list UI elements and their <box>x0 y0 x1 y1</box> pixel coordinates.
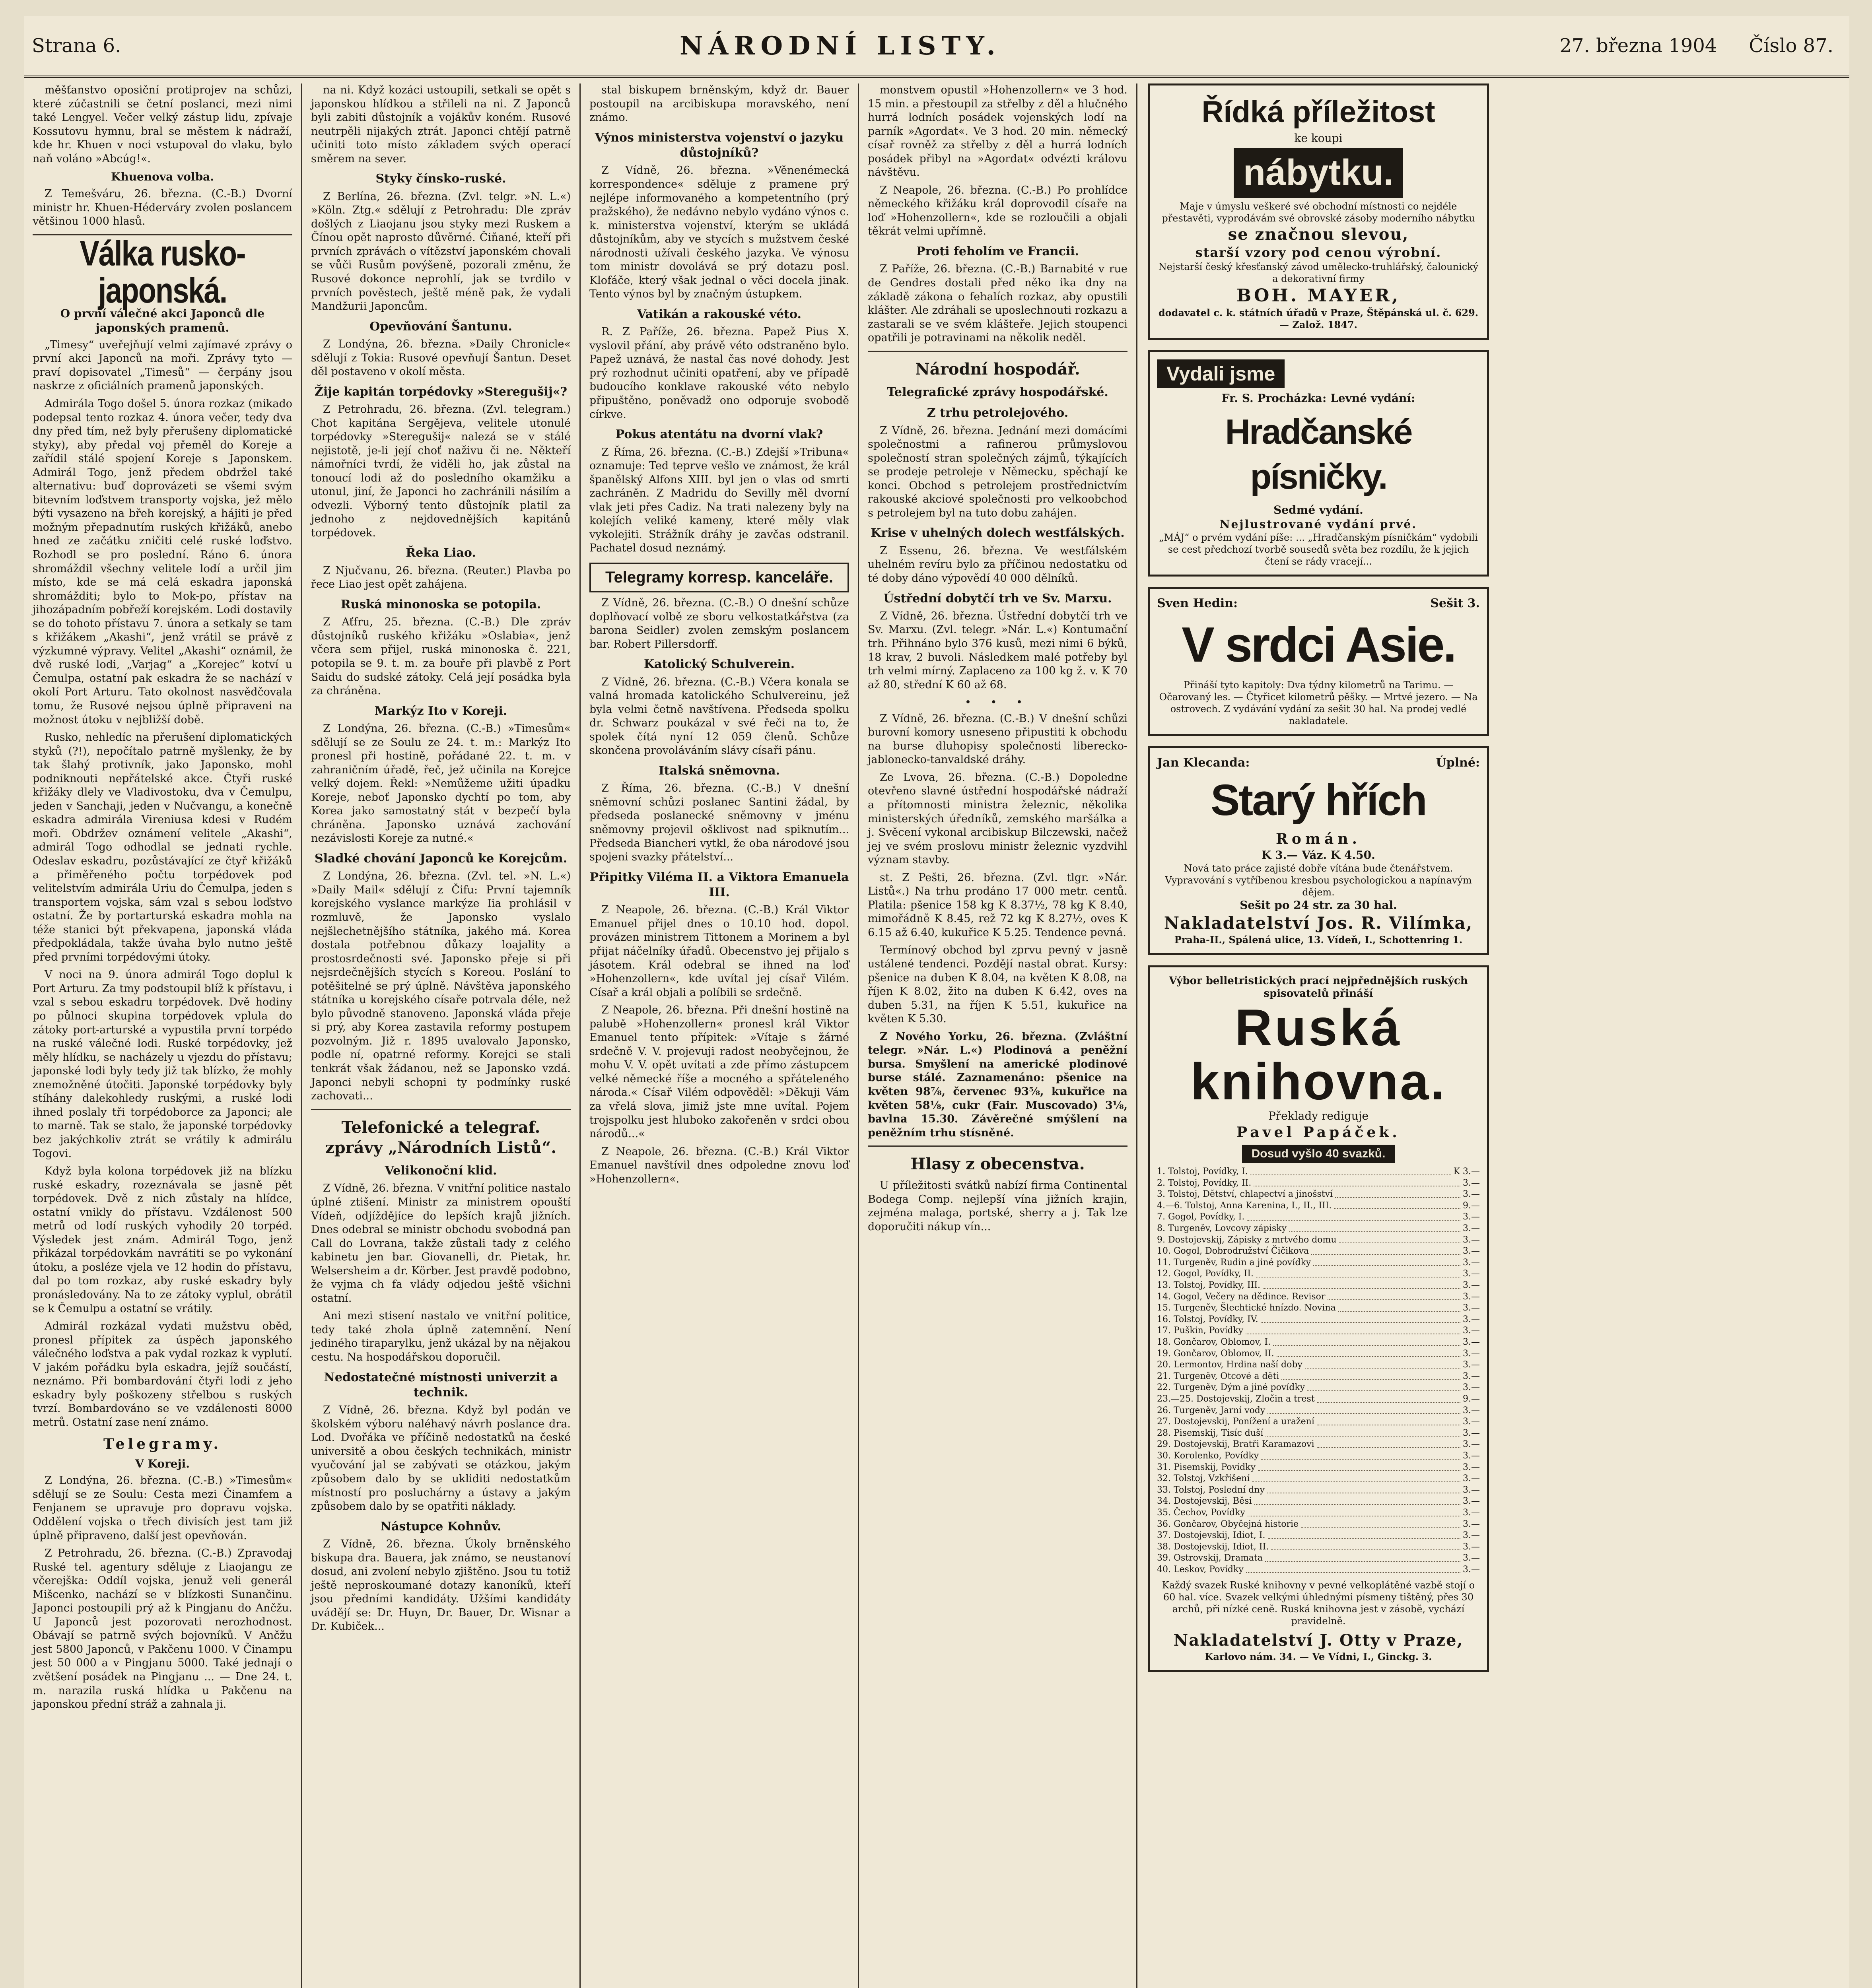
book-title: 10. Gogol, Dobrodružství Čičikova <box>1157 1246 1309 1256</box>
article-heading: Výnos ministerstva vojenství o jazyku důstojníků? <box>595 130 844 160</box>
divider <box>868 351 1127 352</box>
book-list-item <box>1157 1200 1480 1212</box>
ad-editor: Pavel Papáček. <box>1236 1124 1400 1141</box>
book-list-item <box>1157 1337 1480 1348</box>
ad-big-title: V srdci Asie. <box>1182 617 1455 673</box>
article-heading: Velikonoční klid. <box>385 1164 497 1178</box>
ad-author: Sven Hedin: <box>1157 596 1238 611</box>
book-title: 4.—6. Tolstoj, Anna Karenina, I., II., III. <box>1157 1200 1332 1211</box>
paragraph: stal biskupem brněnským, když dr. Bauer postoupil na arcibiskupa moravského, není známo. <box>589 84 849 124</box>
book-list-item <box>1157 1291 1480 1303</box>
book-list-item <box>1157 1428 1480 1439</box>
article-heading: Katolický Schulverein. <box>643 657 795 672</box>
book-price: 3.— <box>1463 1439 1480 1450</box>
book-title: 21. Turgeněv, Otcové a děti <box>1157 1371 1279 1381</box>
article-heading: Telegrafické zprávy hospodářské. <box>887 385 1108 399</box>
book-list-item <box>1157 1348 1480 1360</box>
book-list-item <box>1157 1235 1480 1246</box>
book-price: 9.— <box>1463 1200 1480 1211</box>
book-list-item <box>1157 1496 1480 1507</box>
book-title: 9. Dostojevskij, Zápisky z mrtvého domu <box>1157 1235 1337 1245</box>
newspaper-page <box>24 16 1849 1988</box>
ad-songs <box>1148 350 1489 577</box>
paragraph: Z Vídně, 26. března. »Věnenémecká korrespondence« sděluje z pramene prý nejlépe informovaného a kompetentního (prý pražského), že nedávno nebylo vydáno výnos c. k. ministerstva vojenství, kterým se ukládá důstojníkům, aby ve stycích s mužstvem české národnosti užívali českého jazyka. Ve výnosu tom ministr dovolává se prý dotazu posl. Klofáče, který však jednal o věci docela jinak. Tento výnos byl by značným ústupkem. <box>589 164 849 301</box>
paragraph: Z Neapole, 26. března. (C.-B.) Král Viktor Emanuel navštívil dnes odpoledne znovu loď »Hohenzollern«. <box>589 1145 849 1185</box>
book-list-item <box>1157 1314 1480 1326</box>
paragraph: měšťanstvo oposiční protiprojev na schůzi, které zúčastnili se četní poslanci, mezi nimi také Lengyel. Večer velký zástup lidu, zpívaje Kossutovu hymnu, bral se městem k nádraží, kde hr. Khuen v noci vstupoval do vlaku, bylo naň voláno »Abcúg!«. <box>33 84 292 165</box>
paragraph: Z Říma, 26. března. (C.-B.) Zdejší »Tribuna« oznamuje: Ted teprve vešlo ve známost, že král španělský Alfons XIII. byl jen o vlas od smrti zachráněn. Z Madridu do Sevilly měl dvorní vlak jeti přes Cadiz. Na trati nalezeny byly na kolejích veliké kameny, které měly vlak vykolejiti. Strážník dráhy je zavčas odstranil. Pachatel dosud neznámý. <box>589 446 849 555</box>
book-title: 38. Dostojevskij, Idiot, II. <box>1157 1541 1269 1552</box>
book-list-item <box>1157 1439 1480 1450</box>
book-list-item <box>1157 1519 1480 1530</box>
book-title: 37. Dostojevskij, Idiot, I. <box>1157 1530 1265 1541</box>
book-list-item <box>1157 1394 1480 1405</box>
book-list-item <box>1157 1246 1480 1257</box>
ad-address: dodavatel c. k. státních úřadů v Praze, Štěpánská ul. č. 629. — Založ. 1847. <box>1158 307 1479 331</box>
paragraph: monstvem opustil »Hohenzollern« ve 3 hod. 15 min. a přestoupil za střelby z děl a hlučného hurrá lodních posádek vojenských lodí na parník »Agordat«. Ve 3 hod. 20 min. německý císař rovněž za střelby z děl a hurrá lodních posádek přibyl na »Agordat« odvézti královu návštěvu. <box>868 84 1127 179</box>
book-list-item <box>1157 1405 1480 1417</box>
paragraph: Z Vídně, 26. března. (C.-B.) O dnešní schůze doplňovací volbě ze sboru velkostatkářstva (za barona Seidler) zvolen zemským poslancem bar. Robert Pillersdorff. <box>589 597 849 650</box>
book-list-item <box>1157 1485 1480 1496</box>
book-price: 3.— <box>1463 1178 1480 1188</box>
article-heading: Žije kapitán torpédovky »Steregušij«? <box>314 384 568 399</box>
section-title: Národní hospodář. <box>915 359 1080 379</box>
dot-leader <box>1265 1553 1460 1562</box>
ad-text: Maje v úmyslu veškeré své obchodní místnosti co nejdéle přestavěti, vyprodávám své obrovské zásoby moderního nábytku <box>1162 200 1475 224</box>
ad-subscription: Sešit po 24 str. za 30 hal. <box>1240 899 1397 912</box>
dot-leader <box>1317 1394 1460 1403</box>
section-title: Telefonické a telegraf. zprávy „Národních Listů“. <box>325 1118 557 1157</box>
paragraph: Z Londýna, 26. března. »Daily Chronicle« sdělují z Tokia: Rusové opevňují Šantun. Deset děl postaveno v okolí města. <box>311 338 571 378</box>
ad-text: „MÁJ“ o prvém vydání píše: ... „Hradčanským písničkám“ vydobili se cest předchozí tvorbě sousedů světa bez rozdílu, že k jejich čtení se rády vracejí... <box>1159 532 1478 567</box>
column-1 <box>24 83 302 1988</box>
dot-leader <box>1311 1246 1460 1255</box>
paragraph: Z Vídně, 26. března. Ústřední dobytčí trh ve Sv. Marxu. (Zvl. telegr. »Nár. L.«) Kontumační trh. Přihnáno bylo 376 kusů, mezi nimi 6 býků, 18 krav, 2 buvoli. Následkem malé potřeby byl trh velmi mírný. Zaplaceno za 100 kg ž. v. K 70 až 80, střední K 60 až 68. <box>868 610 1127 691</box>
dot-leader <box>1261 1450 1460 1460</box>
ad-address: Praha-II., Spálená ulice, 13. Vídeň, I., Schottenring 1. <box>1174 934 1463 945</box>
book-list-item <box>1157 1189 1480 1200</box>
book-list-item <box>1157 1371 1480 1382</box>
war-subtitle: O první válečné akci Japonců dle japonských pramenů. <box>60 307 265 334</box>
paragraph: Z Aťfru, 25. března. (C.-B.) Dle zpráv důstojníků ruského křižáku »Oslabia«, jenž včera sem přijel, ruská minonoska č. 221, potopila se 9. t. m. za bouře při plavbě z Port Saidu do sudské zátoky. Celá její posádka byla za chráněna. <box>311 616 571 697</box>
dot-leader <box>1254 1496 1461 1505</box>
ad-head: Výbor belletristických prací nejpřednějších ruských spisovatelů přináší <box>1169 975 1468 1000</box>
book-title: 2. Tolstoj, Povídky, II. <box>1157 1178 1252 1188</box>
article-heading: Ruská minonoska se potopila. <box>340 597 541 612</box>
column-3 <box>581 83 859 1988</box>
book-price: 3.— <box>1463 1223 1480 1234</box>
book-list-item <box>1157 1553 1480 1564</box>
paragraph: st. Z Pešti, 26. března. (Zvl. tlgr. »Nár. Listů«.) Na trhu prodáno 17 000 metr. centů. Platila: pšenice 158 kg K 8.37½, 78 kg K 8.40, mimořádně K 8.45, rež 72 kg K 8.27½, oves K 6.15 až 6.40, kukuřice K 5.25. Tendence pevná. <box>868 871 1127 939</box>
article-heading: Nástupce Kohnův. <box>380 1519 502 1534</box>
paragraph: Z Vídně, 26. března. Jednání mezi domácími společnostmi a rafinerou průmyslovou společností stran společných zájmů, týkajících se prodeje petroleje v Německu, spěchají ke konci. Obchod s petrolejem prostřednictvím rakouské akciové společnosti pro velkoobchod s petrolejem byl na tuto dobu zahájen. <box>868 424 1127 519</box>
ad-russian-library <box>1148 965 1489 1672</box>
paragraph: V noci na 9. února admirál Togo doplul k Port Arturu. Za tmy podstoupil blíž k přístavu, i vzal s sebou eskadru torpédovek. Dvě hodiny po půlnoci skupina torpédovek vplula do zátoky port-arturské a vypustila první torpédo na ruské válečné lodi. Ruské torpédovky, jež měly hlídku, se nacházely u vjezdu do přístavu; japonské lodi byly tedy již tak blízko, že mohly znemožněné útočiti. Japonské torpédovky byly stíhány dalekohledy ruskými, a ruské lodi ihned poslaly tři torpédoborce za Japonci; ale to marně. Tak se stalo, že japonské torpédovky bez jakýchkoliv ztrát se vrátily k admirálu Togovi. <box>33 969 292 1160</box>
book-title: 20. Lermontov, Hrdina naší doby <box>1157 1360 1302 1370</box>
ad-genre: Román. <box>1275 831 1361 848</box>
paragraph: Z Vídně, 26. března. Úkoly brněnského biskupa dra. Bauera, jak známo, se neustanoví dosud, ani zvolení nebylo zjištěno. Jsou tu totiž ještě neproskoumané dotazy kanoníků, kteří jsou předními kandidáty. Užšími kandidáty uvádějí se: Dr. Huyn, Dr. Bauer, Dr. Wisnar a Dr. Kubiček... <box>311 1538 571 1633</box>
dot-leader <box>1246 1564 1460 1573</box>
dot-leader <box>1317 1416 1460 1425</box>
dot-leader <box>1268 1530 1460 1539</box>
dot-leader <box>1334 1200 1460 1209</box>
article-heading: Nedostatečné místnosti univerzit a technik. <box>324 1370 558 1400</box>
book-title: 13. Tolstoj, Povídky, III. <box>1157 1280 1261 1291</box>
ad-part: Sešit 3. <box>1430 596 1480 611</box>
article-heading: Připitky Viléma II. a Viktora Emanuela III. <box>589 870 849 899</box>
book-price: 9.— <box>1463 1394 1480 1404</box>
book-title: 18. Gončarov, Oblomov, I. <box>1157 1337 1271 1347</box>
book-price: 3.— <box>1463 1257 1480 1268</box>
paragraph: Admirál rozkázal vydati mužstvu oběd, pronesl přípitek za úspěch japonského válečného loďstva a pak vydal rozkaz k vyplutí. V jakém pořádku byla eskadra, jejíž součástí, neznámo. Při bombardování čtyři lodi z jeho eskadry byly poškozeny střelbou s ruských tvrzí. Bombardováno se ve vzdálenosti 8000 metrů. Ostatní zase není známo. <box>33 1320 292 1429</box>
page-number: Strana 6. <box>32 35 121 57</box>
article-heading: Sladké chování Japonců ke Korejcům. <box>314 851 568 866</box>
paragraph: Z Petrohradu, 26. března. (C.-B.) Zpravodaj Ruské tel. agentury sděluje z Liaojangu ze včerejška: Oddíl vojska, jenuž veli generál Mišcenko, nachází se v blízkosti Sunančinu. Japonci postoupili prý až k Pingjanu do Ančžu. U Japonců jest pozorovati nerozhodnost. Obávají se patrně svých bojovníků. V Ančžu jest 5800 Japonců, v Pakčenu 1000. V Činampu jest 50 000 a v Pingjanu 5000. Také jednají o zvětšení posádek na Pingjanu ... — Dne 24. t. m. narazila ruská hlídka u Pakčenu na japonskou přední stráž a zahnala ji. <box>33 1547 292 1711</box>
book-list-item <box>1157 1303 1480 1314</box>
paragraph: Z Neapole, 26. března. (C.-B.) Král Viktor Emanuel přijel dnes o 10.10 hod. dopol. provázen ministrem Tittonem a Morinem a byl přijat náčelníky úřadů. Obecenstvo jej přijalo s jásotem. Král odebral se ihned na loď »Hohenzollern«, kde uvítal jej císař Vilém. Císař a král objali a políbili se srdečně. <box>589 904 849 999</box>
book-title: 40. Leskov, Povídky <box>1157 1564 1244 1574</box>
book-title: 7. Gogol, Povídky, I. <box>1157 1212 1245 1222</box>
ad-firm: BOH. MAYER, <box>1236 285 1401 306</box>
book-price: 3.— <box>1463 1450 1480 1461</box>
book-price: 3.— <box>1463 1326 1480 1336</box>
dot-leader <box>1271 1541 1460 1551</box>
book-price: 3.— <box>1463 1553 1480 1563</box>
dot-leader <box>1301 1519 1460 1528</box>
book-title: 17. Puškin, Povídky <box>1157 1326 1244 1336</box>
dot-leader <box>1246 1325 1460 1334</box>
paragraph: Z Londýna, 26. března. (C.-B.) »Timesům« sdělují se ze Soulu ze 24. t. m.: Markýz Ito pronesl při hostině, pořádané 22. t. m. v zahraničním úřadě, řeč, jež učinila na Korejce velký dojem. Řekl: »Nemůžeme užiti úpadku Koreje, neboť Japonsko dychtí po tom, aby Korea jako samostatný stát v bezpečí byla chráněna. Japonsko uznává zachování nezávislosti Koreje za nutné.« <box>311 722 571 845</box>
book-price: 3.— <box>1463 1462 1480 1472</box>
book-price: 3.— <box>1463 1541 1480 1552</box>
book-price: 3.— <box>1463 1348 1480 1359</box>
book-price: 3.— <box>1463 1269 1480 1279</box>
dot-leader <box>1328 1291 1460 1301</box>
book-list-item <box>1157 1280 1480 1291</box>
dot-leader <box>1267 1405 1460 1414</box>
book-list-item <box>1157 1166 1480 1178</box>
page-header <box>24 16 1849 78</box>
book-price: 3.— <box>1463 1507 1480 1518</box>
ad-big-title-2: knihovna. <box>1190 1052 1446 1111</box>
book-title: 1. Tolstoj, Povídky, I. <box>1157 1167 1248 1177</box>
article-heading: Opevňování Šantunu. <box>369 319 512 334</box>
column-ads <box>1137 83 1499 1988</box>
ad-furniture <box>1148 83 1489 340</box>
ad-firm: Nakladatelství Jos. R. Vilímka, <box>1164 913 1473 933</box>
book-price: 3.— <box>1463 1291 1480 1302</box>
ad-text: Přináší tyto kapitoly: Dva týdny kilometrů na Tarimu. — Očarovaný les. — Čtyřicet kilometrů pěšky. — Mrtvé jezero. — Na ostrovech. Z vydávání vydání za sešit 30 hal. Na prodej vedlé nakladatele. <box>1159 679 1478 727</box>
ad-subheadline: ke koupi <box>1294 132 1343 145</box>
book-price: 3.— <box>1463 1189 1480 1200</box>
ad-offer: se značnou slevou, <box>1228 225 1409 244</box>
book-title: 3. Tolstoj, Dětství, chlapectví a jinošství <box>1157 1189 1333 1200</box>
paragraph: „Timesy“ uveřejňují velmi zajímavé zprávy o první akci Japonců na moři. Zprávy tyto — praví dopisovatel „Timesů“ — čerpány jsou naskrze z oficiálních pramenů japonských. <box>33 338 292 392</box>
divider <box>311 1109 571 1110</box>
book-title: 15. Turgeněv, Šlechtické hnízdo. Novina <box>1157 1303 1336 1313</box>
paragraph: Z Njučvanu, 26. března. (Reuter.) Plavba po řece Liao jest opět zahájena. <box>311 564 571 591</box>
ad-title: Vydali jsme <box>1157 359 1285 388</box>
issue-number: Číslo 87. <box>1749 35 1833 57</box>
masthead: NÁRODNÍ LISTY. <box>680 31 1001 61</box>
dot-leader <box>1305 1359 1460 1369</box>
paragraph: Ani mezi stisení nastalo ve vnitřní politice, tedy také zhola úplně zatemnění. Není jediného tiraparylku, jenž ukázal by na nějakou cestu. Na hospodářskou doporučil. <box>311 1310 571 1363</box>
paragraph: Ze Lvova, 26. března. (C.-B.) Dopoledne otevřeno slavné ústřední hospodářské nádraží a přítomnosti ministra železnic, několika ministerských úředníků, zemského maršálka a j. Svěcení vykonal arcibiskup Bilczewski, načež jej ve svém proslovu ministr železnic vyzdvihl význam stavby. <box>868 771 1127 866</box>
article-heading: Pokus atentátu na dvorní vlak? <box>615 427 823 442</box>
paragraph: Z Vídně, 26. března. Když byl podán ve školském výboru naléhavý návrh poslance dra. Lod. Dvořáka ve příčině nedostatků na české universitě a obou českých technikách, ministr vyučování jal se zabývati se otázkou, jakým způsobem dalo by se ukliditi nedostatkům místností pro posluchárny a ústavy a jakým způsobem dalo by se opatřiti náklady. <box>311 1404 571 1513</box>
paragraph: Rusko, nehledíc na přerušení diplomatických styků (?!), nepočítalo patrně myšlenky, že by tak šlahý protivník, jako Japonsko, mohl podniknouti nepřátelské akce. Čtyři ruské křižáky dlely ve Vladivostoku, dva v Čemulpu, jeden v Sanchaji, jeden v Nučvangu, a konečně eskadra admirála Vireniusa kdesi v Rudém moři. Obdržev oznámení velitele „Akashi“, admirál Togo odhodlal se jednati rychle. Odeslav eskadru, pozůstávající ze čtyř křižáků a přiměřeného počtu torpédovek pod velitelstvím admirála Uriu do Čemulpa, jeden s transportem vojska, sám vzal s sebou loďstvo ostatní. Že by portarturská eskadra mohla na téže stanici být překvapena, japonská vláda předpokládala, takže úvaha bylo nutno ještě před prvními torpédovými útoky. <box>33 731 292 963</box>
paragraph: Když byla kolona torpédovek již na blízku ruské eskadry, rozeznávala se jasně pět torpédovek. Dvě z nich zůstaly na hlídce, ostatní vnikly do přístavu. Vzdálenost 500 metrů od lodí ruských vyhodily 20 torpéd. Výsledek jest znám. Admirál Togo, jenž přikázal torpédovkám navrátiti se po vykonání útoku, a posléze vjela ve 12 hodin do přístavu, dal po tom rozkaz, aby ruské eskadry byly pronásledovány. Na to ze zátoky vyplul, obrátil se k Čemulpu a ostatní se vrátily. <box>33 1165 292 1315</box>
book-list-item <box>1157 1541 1480 1553</box>
book-title: 30. Korolenko, Povídky <box>1157 1450 1259 1461</box>
ad-publisher: Fr. S. Procházka: Levné vydání: <box>1221 392 1415 405</box>
paragraph: Z Nového Yorku, 26. března. (Zvláštní telegr. »Nár. L.«) Plodinová a peněžní bursa. Smyšlení na americké plodinové burse stálé. Zaznamenáno: pšenice na květen 98⅞, červenec 93⅝, kukuřice na květen 58⅛, cukr (Fair. Muscovado) 3⅛, bavlna 15.30. Závěrečné smýšlení na peněžním trhu stísněné. <box>868 1030 1127 1139</box>
dot-leader <box>1261 1314 1460 1323</box>
ad-text: Nejstarší český křesťanský závod umělecko-truhlářský, čalounický a dekorativní firmy <box>1158 261 1479 284</box>
book-list-item <box>1157 1462 1480 1474</box>
article-heading: Italská sněmovna. <box>659 763 780 778</box>
dot-leader <box>1250 1166 1451 1175</box>
book-price: 3.— <box>1463 1496 1480 1507</box>
section-title: Hlasy z obecenstva. <box>910 1155 1085 1174</box>
book-title: 36. Gončarov, Obyčejná historie <box>1157 1519 1299 1529</box>
book-price: 3.— <box>1463 1417 1480 1427</box>
section-title: Telegramy korresp. kanceláře. <box>589 563 849 592</box>
book-list-item <box>1157 1450 1480 1462</box>
book-price: 3.— <box>1463 1474 1480 1484</box>
dot-leader <box>1248 1507 1460 1516</box>
book-price: 3.— <box>1463 1530 1480 1541</box>
article-heading: Proti feholím ve Francii. <box>916 245 1079 259</box>
ad-redaction: Překlady rediguje <box>1268 1109 1369 1122</box>
paragraph: Admirála Togo došel 5. února rozkaz (mikado podepsal tento rozkaz 4. února večer, tedy dva dny před tím, než byly přerušeny diplomatické styky), aby předal voj přeměl do Koreje a zařídil stálé spojení Koreje s Japonskem. Admirál Togo, jenž předem obdržel také alternativu: buď doprovázeti se všemi svým bitevním loďstvem transporty vojska, jež mělo býti vysazeno na břeh korejský, a hájiti je před možným přepadnutím ruských křižáků, anebo hned ze začátku zničiti celé ruské loďstvo. Rozhodl se pro poslední. Ráno 6. února shromáždil všechny velitele lodí a určil jim místo, kde se má celá eskadra japonská shromážditi; bylo to Mok-po, přístav na jihozápadním pobřeží korejském. Lodi dostavily se do tohoto přístavu 7. února a setkaly se tam s křižákem „Akashi“, jenž vrátil se právě z výzkumné výpravy. Velitel „Akashi“ oznámil, že dvě ruské lodi, „Varjag“ a „Korejec“ kotví u Čemulpa, ostatní pak eskadra že se nachází v okolí Port Arturu. Tato okolnost nasvědčovala tomu, že Rusové nejsou úplně připraveni na možnost útoku v nejbližší době. <box>33 397 292 726</box>
book-title: 28. Pisemskij, Tisíc duší <box>1157 1428 1264 1438</box>
dot-leader <box>1277 1348 1460 1357</box>
book-price: 3.— <box>1463 1371 1480 1381</box>
ad-big-title: Hradčanské písničky. <box>1225 412 1412 496</box>
separator-dots: • • • <box>965 696 1030 709</box>
paragraph: Z Paříže, 26. března. (C.-B.) Barnabité v rue de Gendres dostali před něko ika dny na základě zákona o fehalích rozkaz, aby opustili klášter. Ale zdráhali se uposlechnouti rozkazu a zastarali se ve svém klášteře. Jejich stoupenci opatřili je potravinami na několik neděl. <box>868 263 1127 344</box>
book-title: 14. Gogol, Večery na dědince. Revisor <box>1157 1291 1326 1302</box>
paragraph: Z Berlína, 26. března. (Zvl. telgr. »N. L.«) »Köln. Ztg.« sdělují z Petrohradu: Dle zpráv došlých z Liaojanu jsou styky mezi Ruskem a Čínou opět naprosto důvěrné. Čiňané, kteří při prvních zprávách o vítězství japonském chovali se vůči Rusům povýšeně, pozorali změnu, že Rusové dokonce neprohlí, jak se tvrdilo v prvních pověstech, ještě méně pak, že vydali Mandžurii Japoncům. <box>311 190 571 313</box>
book-price: 3.— <box>1463 1235 1480 1245</box>
book-price: 3.— <box>1463 1382 1480 1393</box>
book-title: 31. Pisemskij, Povídky <box>1157 1462 1256 1472</box>
book-title: 29. Dostojevskij, Bratři Karamazovi <box>1157 1439 1314 1450</box>
article-heading: Krise v uhelných dolech westfálských. <box>871 526 1125 540</box>
book-list-item <box>1157 1564 1480 1576</box>
book-price: 3.— <box>1463 1246 1480 1256</box>
dot-leader <box>1247 1211 1460 1221</box>
book-price: 3.— <box>1463 1314 1480 1324</box>
ad-issued: Dosud vyšlo 40 svazků. <box>1242 1145 1395 1163</box>
divider <box>868 1145 1127 1147</box>
dot-leader <box>1252 1473 1460 1482</box>
paragraph: Z Říma, 26. března. (C.-B.) V dnešní sněmovní schůzi poslanec Santini žádal, by předseda poslanecké sněmovny v jménu sněmovny projevil ošklivost nad spiknutím... Předseda Biancheri vytkl, že oba národové jsou spojeni svazky přátelství... <box>589 782 849 864</box>
paragraph: Z Essenu, 26. března. Ve westfálském uhelném revíru bylo za příčinou nedostatku od té doby dáno výpovědí 40 000 dělníků. <box>868 544 1127 584</box>
book-title: 19. Gončarov, Oblomov, II. <box>1157 1348 1274 1359</box>
book-title: 34. Dostojevskij, Běsi <box>1157 1496 1252 1507</box>
ad-full: Úplné: <box>1436 756 1480 770</box>
book-title: 32. Tolstoj, Vzkříšení <box>1157 1474 1250 1484</box>
ad-address: Karlovo nám. 34. — Ve Vídni, I., Ginckg. 3. <box>1205 1650 1432 1662</box>
ad-klecanda <box>1148 746 1489 955</box>
ad-big-title: Starý hřích <box>1211 775 1426 825</box>
book-list-item <box>1157 1359 1480 1371</box>
paragraph: Z Vídně, 26. března. V vnitřní politice nastalo úplné ztišení. Ministr za ministrem opouští Vídeň, odjíždějíce do lepších krajů jižních. Dnes odebral se ministr obchodu svobodná pan Call do Lovrana, takže zůstali tady z celého kabinetu jen bar. Giovanelli, dr. Pietak, hr. Welsersheim a dr. Körber. Jest pravdě podobno, že vyjma ch fa vlády odjedou ještě všichni ostatní. <box>311 1182 571 1305</box>
book-title: 35. Čechov, Povídky <box>1157 1507 1245 1518</box>
paragraph: Z Petrohradu, 26. března. (Zvl. telegram.) Chot kapitána Sergějeva, velitele utonulé torpédovky »Steregušij« nalezá se v stálé nejistotě, je-li její choť naživu či ne. Někteří námořníci tvrdí, že viděli ho, jak zůstal na tonoucí lodi až do posledního okamžiku a utonul, jiní, že Japonci ho zachránili násilím a odvezli. Výborný tento důstojník platil za jednoho z nejdovednějších kapitánů torpédovek. <box>311 403 571 539</box>
book-price: 3.— <box>1463 1485 1480 1495</box>
ad-author: Jan Klecanda: <box>1157 756 1250 770</box>
book-list-item <box>1157 1268 1480 1280</box>
ad-edition: Sedmé vydání. <box>1273 503 1363 517</box>
dot-leader <box>1339 1235 1460 1244</box>
war-title: Válka rusko-japonská. <box>80 233 245 310</box>
ad-note: Každý svazek Ruské knihovny v pevné velkoplátěné vazbě stojí o 60 hal. více. Svazek velkými úhlednými písmeny tištěný, přes 30 archů, při nízké ceně. Ruská knihovna jest v zásobě, vychází pravidelně. <box>1162 1580 1475 1627</box>
paragraph: U příležitosti svátků nabízí firma Continental Bodega Comp. nejlepší vína jižních krajin, zejména malaga, portské, sherry a j. Tak lze doporučiti nákup vín... <box>868 1179 1127 1233</box>
article-heading: Ústřední dobytčí trh ve Sv. Marxu. <box>883 591 1112 606</box>
dot-leader <box>1281 1371 1460 1380</box>
book-list-item <box>1157 1382 1480 1394</box>
dot-leader <box>1263 1280 1460 1289</box>
book-title: 22. Turgeněv, Dým a jiné povídky <box>1157 1382 1305 1393</box>
column-4 <box>859 83 1137 1988</box>
book-title: 26. Turgeněv, Jarní vody <box>1157 1405 1265 1415</box>
dot-leader <box>1313 1257 1460 1266</box>
paragraph: R. Z Paříže, 26. března. Papež Pius X. vyslovil přání, aby právě véto odstraněno bylo. Papež uznává, že nastal čas nové dohody. Jest prý rozhodnut učiniti opatření, aby ve případě budoucího konklave rakouské véto nebylo připuštěno, poněvadž ono odporuje svobodě církve. <box>589 326 849 421</box>
book-title: 39. Ostrovskij, Dramata <box>1157 1553 1263 1563</box>
book-price: 3.— <box>1463 1564 1480 1574</box>
article-heading: Z trhu petrolejového. <box>927 406 1069 420</box>
paragraph: Z Vídně, 26. března. (C.-B.) Včera konala se valná hromada katolického Schulvereinu, jež byla velmi četně navštívena. Předseda spolku dr. Schwarz poukázal v své řeči na to, že spolek čítá nyní 12 059 členů. Schůze skončena provoláváním slávy císaři pánu. <box>589 676 849 757</box>
dot-leader <box>1307 1382 1460 1391</box>
book-list-item <box>1157 1178 1480 1189</box>
dot-leader <box>1267 1485 1460 1494</box>
book-price: 3.— <box>1463 1280 1480 1291</box>
book-title: 27. Dostojevskij, Ponížení a uražení <box>1157 1417 1314 1427</box>
ad-price: K 3.— Váz. K 4.50. <box>1262 848 1375 862</box>
paragraph: Z Temešváru, 26. března. (C.-B.) Dvorní ministr hr. Khuen-Héderváry zvolen poslancem většinou 1000 hlasů. <box>33 188 292 228</box>
book-title: 23.—25. Dostojevskij, Zločin a trest <box>1157 1394 1315 1404</box>
book-title: 11. Turgeněv, Rudin a jiné povídky <box>1157 1257 1311 1268</box>
book-list-item <box>1157 1530 1480 1541</box>
book-list-item <box>1157 1211 1480 1223</box>
book-price: 3.— <box>1463 1405 1480 1415</box>
dot-leader <box>1338 1303 1460 1312</box>
article-heading: Markýz Ito v Koreji. <box>374 704 507 718</box>
article-heading: Styky čínsko-ruské. <box>375 172 506 186</box>
dot-leader <box>1265 1428 1460 1437</box>
ad-big-word: nábytku. <box>1234 148 1403 198</box>
paragraph: Z Neapole, 26. března. Při dnešní hostině na palubě »Hohenzollern« pronesl král Viktor Emanuel tento přípitek: »Vítaje s žárné srdečně V. V. projevuji radost neobyčejnou, že mohu V. V. opět uvítati a zde přímo zástupcem velké německé říše a mocného a spřáteleného národa.« Císař Vilém odpověděl: »Děkuji Vám za vřelá slova, jimiž jste mne uvítal. Pojem trojspolku jest hluboko zakořeněn v srdci obou národů...« <box>589 1004 849 1140</box>
book-list-item <box>1157 1473 1480 1485</box>
book-list <box>1157 1166 1480 1575</box>
dot-leader <box>1317 1439 1460 1448</box>
book-price: 3.— <box>1463 1519 1480 1529</box>
book-list-item <box>1157 1325 1480 1337</box>
dot-leader <box>1258 1462 1460 1471</box>
article-heading: Vatikán a rakouské véto. <box>637 307 801 321</box>
book-price: 3.— <box>1463 1303 1480 1313</box>
article-heading: Řeka Liao. <box>406 546 476 560</box>
book-price: 3.— <box>1463 1360 1480 1370</box>
ad-offer-2: starší vzory pod cenou výrobní. <box>1195 245 1442 260</box>
issue-date: 27. března 1904 <box>1559 35 1717 57</box>
paragraph: na ni. Když kozáci ustoupili, setkali se opět s japonskou hlídkou a střileli na ni. Z Japonců byli zabiti důstojník a vojákův koném. Rusové neutrpěli nijakých ztrát. Japonci chtějí patrně učiniti toto místo základem svých operací směrem na sever. <box>311 84 571 165</box>
dot-leader <box>1289 1223 1460 1232</box>
paragraph: Z Vídně, 26. března. (C.-B.) V dnešní schůzi burovní komory usneseno připustiti k obchodu na burse dluhopisy společnosti liberecko-jablonecko-tanvaldské dráhy. <box>868 712 1127 766</box>
book-price: K 3.— <box>1453 1167 1480 1177</box>
dot-leader <box>1335 1189 1460 1198</box>
ad-hedin <box>1148 587 1489 736</box>
paragraph: Z Neapole, 26. března. (C.-B.) Po prohlídce německého křižáku král doprovodil císaře na loď »Hohenzollern«, kde se rozloučili a objali těkrát velmi upřímně. <box>868 184 1127 238</box>
paragraph: Termínový obchod byl zprvu pevný v jasně ustálené tendenci. Pozdějí nastal obrat. Kursy: pšenice na duben K 8.04, na květen K 8.08, na říjen K 8.02, žito na duben K 6.42, oves na duben 5.31, na říjen K 5.51, kukuřice na květen K 5.30. <box>868 944 1127 1025</box>
book-price: 3.— <box>1463 1337 1480 1347</box>
book-list-item <box>1157 1257 1480 1269</box>
book-title: 16. Tolstoj, Povídky, IV. <box>1157 1314 1258 1324</box>
book-list-item <box>1157 1223 1480 1235</box>
section-subheading: V Koreji. <box>135 1457 190 1470</box>
section-heading: Telegramy. <box>103 1436 222 1453</box>
book-price: 3.— <box>1463 1212 1480 1222</box>
dot-leader <box>1256 1268 1460 1277</box>
columns <box>24 83 1849 1988</box>
book-title: 12. Gogol, Povídky, II. <box>1157 1269 1254 1279</box>
book-title: 33. Tolstoj, Poslední dny <box>1157 1485 1265 1495</box>
paragraph: Z Londýna, 26. března. (Zvl. tel. »N. L.«) »Daily Mail« sdělují z Čifu: První tajemník korejského vyslance markýze Iia prohlásil v rozmluvě, že Japonsko vyslalo nejšlechetnějšího státníka, jakého má. Korea dostala potřebnou důkazy loajality a prostosrdečnosti své. Japonsko přeje si při nejsrdečnějších stycích s Koreou. Poslání to potěšitelné se prý úplně. Návštěva japonského státníka u korejského císaře potrvala déle, než bylo původně stanoveno. Japonská vláda přeje si prý, aby Korea zastavila reformy postupem pozvolným. Již r. 1895 uvalovalo Japonsko, podle ní, opatrné reformy. Korejci se stali tenkrát však žádanou, než se Japonsko vzdá. Japonci nebyli schopni ty podmínky ruské zachovati... <box>311 870 571 1103</box>
ad-big-title: Ruská <box>1234 998 1402 1056</box>
book-title: 8. Turgeněv, Lovcovy zápisky <box>1157 1223 1287 1234</box>
ad-edition-sub: Nejlustrované vydání prvé. <box>1219 518 1417 531</box>
dot-leader <box>1273 1337 1460 1346</box>
section-heading: Khuenova volba. <box>111 170 214 184</box>
book-price: 3.— <box>1463 1428 1480 1438</box>
column-2 <box>302 83 581 1988</box>
ad-headline: Řídká příležitost <box>1201 95 1435 129</box>
book-list-item <box>1157 1507 1480 1519</box>
ad-text: Nová tato práce zajisté dobře vítána bude čtenářstvem. Vypravování s vytříbenou kresbou psychologickou a napínavým dějem. <box>1165 863 1472 898</box>
dot-leader <box>1254 1178 1460 1187</box>
book-list-item <box>1157 1416 1480 1428</box>
ad-firm: Nakladatelství J. Otty v Praze, <box>1173 1631 1464 1650</box>
paragraph: Z Londýna, 26. března. (C.-B.) »Timesům« sdělují se ze Soulu: Cesta mezi Činamfem a Fenjanem se upravuje pro dopravu vojska. Oddělení vojska o třech divisích jest tam již úplně připraveno, další jest opevňován. <box>33 1474 292 1542</box>
